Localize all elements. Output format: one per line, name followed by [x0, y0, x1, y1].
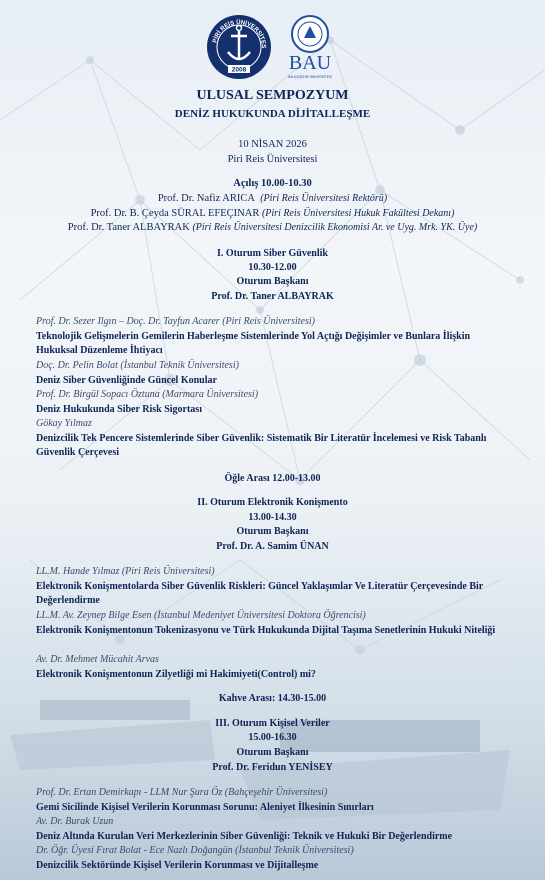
coffee-break: Kahve Arası: 14.30-15.00 [218, 693, 327, 704]
talk-title: Deniz Hukukunda Siber Risk Sigortası [36, 404, 202, 415]
talk-speaker: Prof. Dr. Ertan Demirkapı - LLM Nur Şura Öz (Bahçeşehir Üniversitesi) [36, 787, 328, 798]
session2-time: 13.00-14.30 [248, 512, 297, 523]
talk-title: Deniz Siber Güvenliğinde Güncel Konular [36, 375, 217, 386]
session2-chair-label: Oturum Başkanı [236, 526, 309, 537]
opening-speaker: Prof. Dr. Taner ALBAYRAK (Piri Reis Üniversitesi Denizcilik Ekonomisi Ar. ve Uyg. Mrk. YK. Üye) [67, 222, 478, 233]
opening-speaker: Prof. Dr. Nafiz ARICA (Piri Reis Üniversitesi Rektörü) [157, 193, 388, 204]
session1-chair-label: Oturum Başkanı [236, 276, 309, 287]
session3-chair: Prof. Dr. Feridun YENİSEY [212, 762, 333, 773]
session3-chair-label: Oturum Başkanı [236, 747, 309, 758]
event-title: ULUSAL SEMPOZYUM [196, 88, 349, 103]
session1-chair: Prof. Dr. Taner ALBAYRAK [211, 291, 334, 302]
session3-time: 15.00-16.30 [248, 732, 297, 743]
talk-title: Elektronik Konişmentonun Tokenizasyonu ve Türk Hukukunda Dijital Taşıma Senetlerinin Hukuki Niteliği [36, 625, 496, 636]
logos [0, 12, 545, 82]
talk-title: Elektronik Konişmentonun Zilyetliği mi Hakimiyeti(Control) mi? [36, 669, 316, 680]
talk-speaker: Doç. Dr. Pelin Bolat (İstanbul Teknik Üniversitesi) [36, 360, 239, 371]
piri-reis-logo-year: 2008 [231, 66, 247, 74]
bau-logo-subtext: BAHÇEŞEHİR ÜNİVERSİTESİ [288, 75, 332, 79]
talk-speaker: LL.M. Hande Yılmaz (Piri Reis Üniversitesi) [36, 566, 215, 577]
piri-reis-logo-text: PİRİ REİS ÜNİVERSİTES [212, 19, 267, 49]
session2-chair: Prof. Dr. A. Samim ÜNAN [216, 541, 329, 552]
talk-speaker: Dr. Öğr. Üyesi Fırat Bolat - Ece Nazlı Doğangün (İstanbul Teknik Üniversitesi) [36, 845, 354, 856]
talk-speaker: LL.M. Av. Zeynep Bilge Esen (İstanbul Medeniyet Üniversitesi Doktora Öğrencisi) [36, 610, 366, 621]
talk-title: Gemi Sicilinde Kişisel Verilerin Korunması Sorunu: Aleniyet İlkesinin Sınırları [36, 802, 374, 813]
lunch-break: Öğle Arası 12.00-13.00 [224, 473, 321, 484]
session1-time: 10.30-12.00 [248, 262, 297, 273]
talk-title: Elektronik Konişmentolarda Siber Güvenlik Riskleri: Güncel Yaklaşımlar Ve Literatür Çerçevesinde Bir Değerlendirme [36, 581, 484, 606]
event-subtitle: DENİZ HUKUKUNDA DİJİTALLEŞME [174, 108, 371, 120]
opening-speaker: Prof. Dr. B. Çeyda SÜRAL EFEÇINAR (Piri Reis Üniversitesi Hukuk Fakültesi Dekanı) [90, 208, 455, 219]
event-date: 10 NİSAN 2026 [238, 139, 307, 150]
talk-speaker: Gökay Yılmaz [36, 418, 92, 429]
talk-title: Denizcilik Tek Pencere Sistemlerinde Siber Güvenlik: Sistematik Bir Literatür İncelemesi ve Risk Tabanlı Güvenlik Çerçevesi [36, 433, 487, 458]
talk-speaker: Prof. Dr. Sezer Ilgın – Doç. Dr. Tayfun Acarer (Piri Reis Üniversitesi) [36, 316, 315, 327]
session2-title: II. Oturum Elektronik Konişmento [197, 497, 348, 508]
opening-label: Açılış 10.00-10.30 [233, 178, 312, 189]
talk-speaker: Prof. Dr. Birgül Sopacı Öztuna (Marmara Üniversitesi) [36, 389, 259, 400]
talk-title: Denizcilik Sektöründe Kişisel Verilerin Korunması ve Dijitalleşme [36, 860, 319, 871]
bau-logo [284, 14, 336, 84]
talk-title: Deniz Altında Kurulan Veri Merkezlerinin Siber Güvenliği: Teknik ve Hukuki Bir Değerlendirme [36, 831, 453, 842]
session3-title: III. Oturum Kişisel Veriler [215, 718, 330, 729]
session1-title: I. Oturum Siber Güvenlik [217, 248, 328, 259]
piri-reis-logo [206, 14, 272, 80]
talk-speaker: Av. Dr. Mehmet Mücahit Arvas [36, 654, 159, 665]
bau-logo-text: BAU [288, 52, 332, 74]
talk-speaker: Av. Dr. Burak Uzun [36, 816, 114, 827]
event-venue: Piri Reis Üniversitesi [227, 154, 318, 165]
talk-title: Teknolojik Gelişmelerin Gemilerin Haberleşme Sistemlerinde Yol Açtığı Değişimler ve Bunlara İlişkin Hukuksal Düzenleme İhtiyacı [36, 331, 471, 356]
